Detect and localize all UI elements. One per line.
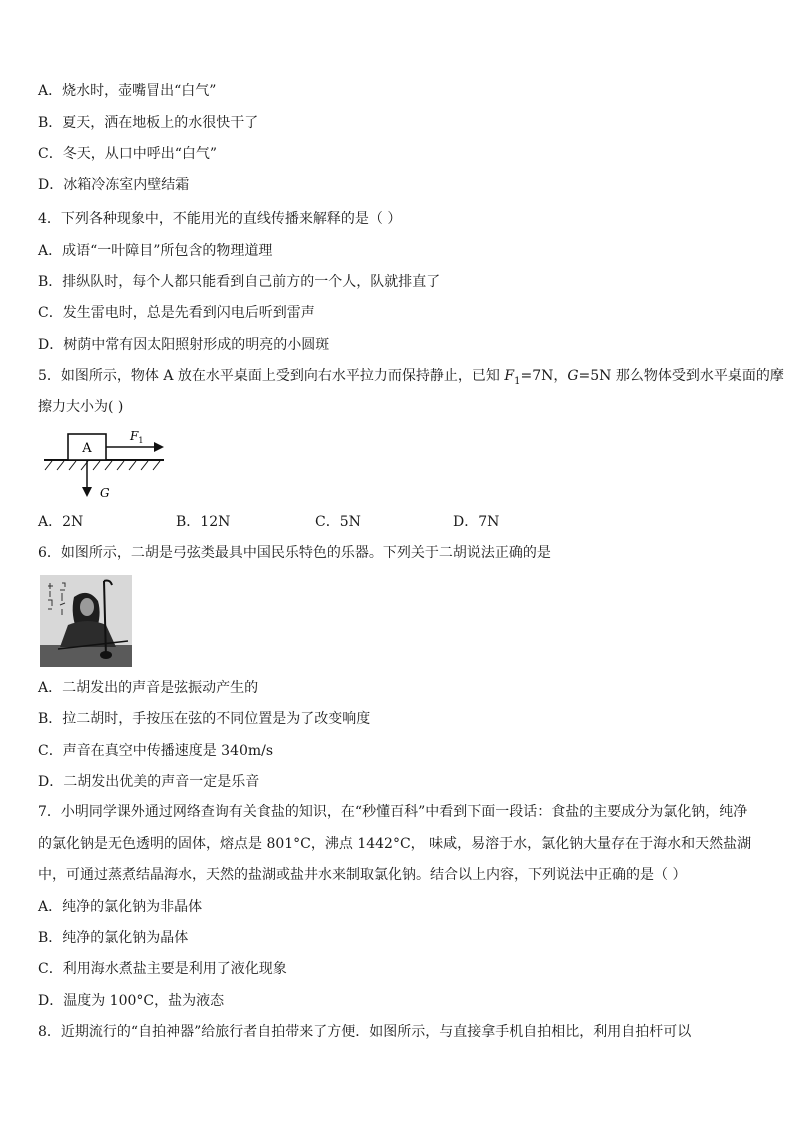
q4-option-a: A．成语“一叶障目”所包含的物理道理 bbox=[38, 243, 273, 259]
q4-option-c: C．发生雷电时，总是先看到闪电后听到雷声 bbox=[38, 305, 315, 321]
q6-option-c: C．声音在真空中传播速度是 340m/s bbox=[38, 743, 274, 759]
q6-option-d: D．二胡发出优美的声音一定是乐音 bbox=[38, 774, 260, 790]
q3-option-b: B．夏天，洒在地板上的水很快干了 bbox=[38, 115, 259, 131]
q8-stem: 8．近期流行的“自拍神器”给旅行者自拍带来了方便．如图所示，与直接拿手机自拍相比，利用自拍杆可以 bbox=[38, 1024, 692, 1040]
gravity-label: G bbox=[100, 486, 110, 500]
q3-option-d: D．冰箱冷冻室内壁结霜 bbox=[38, 177, 190, 193]
gravity-arrowhead bbox=[82, 487, 92, 497]
q5-option-a: A．2N bbox=[38, 514, 84, 530]
q7-option-b: B．纯净的氯化钠为晶体 bbox=[38, 930, 189, 946]
q6-stem: 6．如图所示，二胡是弓弦类最具中国民乐特色的乐器。下列关于二胡说法正确的是 bbox=[38, 545, 551, 561]
q5-stem-line2: 擦力大小为( ) bbox=[38, 399, 124, 415]
q4-option-d: D．树荫中常有因太阳照射形成的明亮的小圆斑 bbox=[38, 337, 330, 353]
q4-stem: 4．下列各种现象中，不能用光的直线传播来解释的是（ ） bbox=[38, 211, 402, 227]
q4-option-b: B．排纵队时，每个人都只能看到自己前方的一个人，队就排直了 bbox=[38, 274, 441, 290]
q5-option-d: D．7N bbox=[453, 514, 500, 530]
q5-stem-line1 bbox=[38, 366, 784, 392]
q5-stem-part3: =5N 那么物体受到水平桌面的摩 bbox=[578, 368, 784, 384]
q6-option-b: B．拉二胡时，手按压在弦的不同位置是为了改变响度 bbox=[38, 711, 371, 727]
q5-option-b: B．12N bbox=[176, 514, 231, 530]
q7-option-a: A．纯净的氯化钠为非晶体 bbox=[38, 899, 203, 915]
force-f1-label: $F_1$ bbox=[130, 429, 144, 445]
q5-g-symbol: G bbox=[567, 368, 579, 384]
q5-stem-part1: 5．如图所示，物体 A 放在水平桌面上受到向右水平拉力而保持静止，已知 bbox=[38, 368, 505, 384]
q6-option-a: A．二胡发出的声音是弦振动产生的 bbox=[38, 680, 259, 696]
table-hatching bbox=[45, 461, 160, 470]
q3-option-a: A．烧水时，壶嘴冒出“白气” bbox=[38, 83, 217, 99]
q7-stem: 7．小明同学课外通过网络查询有关食盐的知识，在“秒懂百科”中看到下面一段话：食盐的主要成分为氯化钠，纯净的氯化钠是无色透明的固体，熔点是 801°C，沸点 1442°C， 味咸，易溶于水，氯化钠大量存在于海水和天然盐湖中，可通过蒸煮结晶海水，天然的盐湖或盐井水来制取氯化钠。结合以上内容，下列说法中正确的是（ ） bbox=[38, 804, 752, 883]
q3-option-c: C．冬天，从口中呼出“白气” bbox=[38, 146, 218, 162]
erhu-body bbox=[100, 651, 112, 659]
q5-stem-part2: =7N， bbox=[520, 368, 568, 384]
q5-force-diagram bbox=[38, 425, 178, 505]
q7-option-d: D．温度为 100°C，盐为液态 bbox=[38, 993, 225, 1009]
block-a-label: A bbox=[82, 441, 92, 456]
player-face bbox=[80, 598, 94, 616]
force-f1-arrowhead bbox=[154, 442, 164, 452]
q5-f-symbol: F bbox=[504, 368, 515, 384]
erhu-photo bbox=[40, 575, 132, 667]
q7-option-c: C．利用海水煮盐主要是利用了液化现象 bbox=[38, 961, 287, 977]
q5-option-c: C．5N bbox=[315, 514, 361, 530]
q5-f-subscript: 1 bbox=[514, 375, 521, 387]
